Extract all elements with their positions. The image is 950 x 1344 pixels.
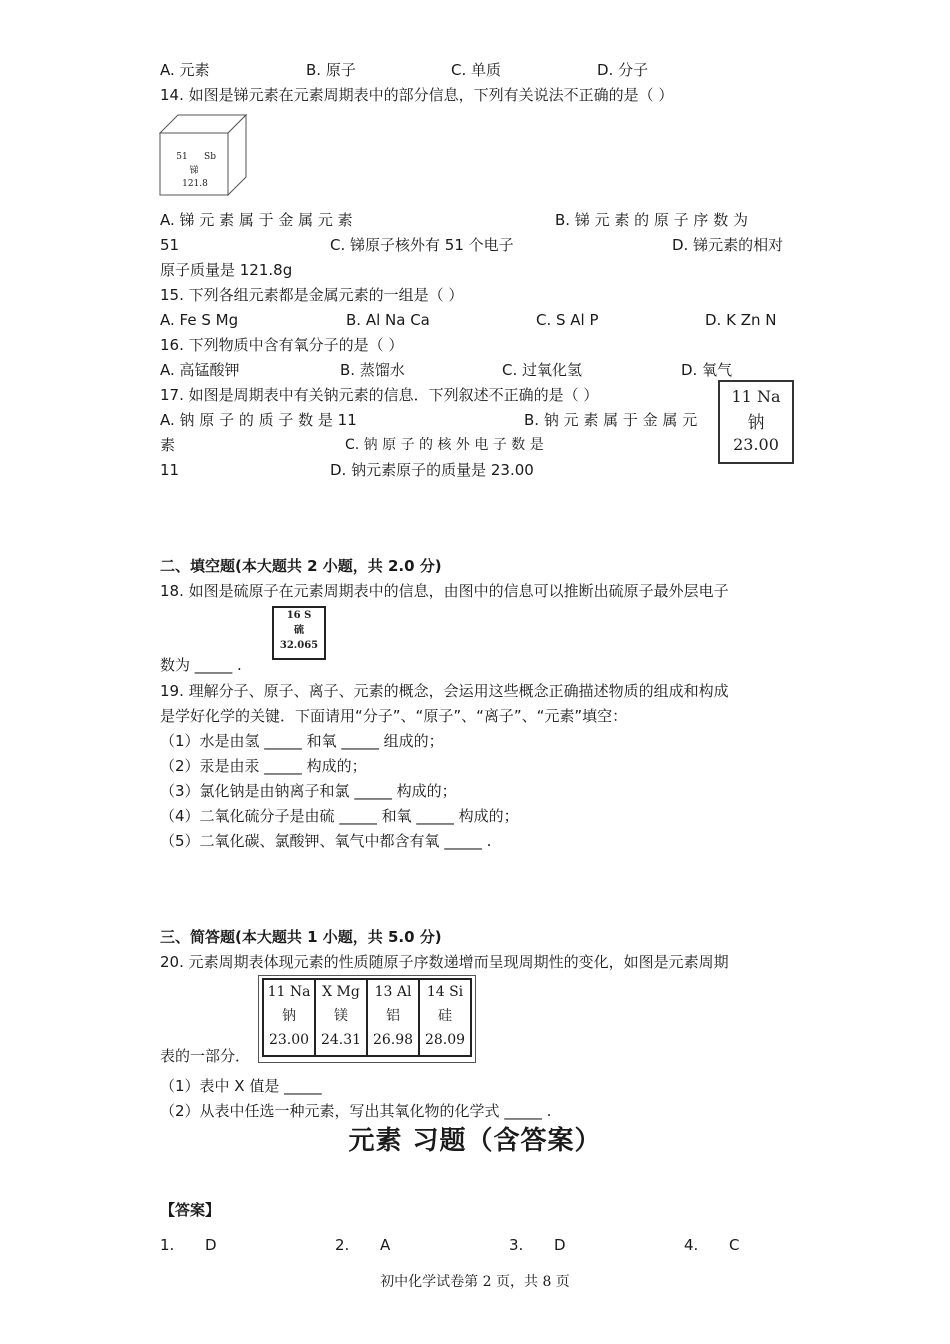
q17-option-d: D. 钠元素原子的质量是 23.00 [330,461,534,479]
sulfur-element-card [268,603,330,663]
answer-value-4: C [729,1236,740,1254]
q17-option-b-cont: 素 [160,436,176,454]
q20-stem: 20. 元素周期表体现元素的性质随原子序数递增而呈现周期性的变化，如图是元素周期 [160,953,729,971]
antimony-symbol: Sb [204,152,216,162]
cell-number-symbol: 14 Si [426,984,464,1000]
q13-option-d: D. 分子 [597,61,649,79]
answer-number-1: 1. [160,1236,175,1254]
q16-stem: 16. 下列物质中含有氧分子的是（ ） [160,336,404,354]
q15-option-c: C. S Al P [536,311,599,329]
q20-item-1: （1）表中 X 值是 _____ [160,1077,322,1095]
periodic-table-fragment [262,978,472,1057]
answer-heading: 【答案】 [160,1201,221,1219]
section-fill-in-heading: 二、填空题(本大题共 2 小题，共 2.0 分) [160,557,442,575]
q19-item-4: （4）二氧化硫分子是由硫 _____ 和氧 _____ 构成的； [160,807,519,825]
cell-number-symbol: 11 Na [267,984,311,1000]
q16-option-d: D. 氧气 [681,361,733,379]
cell-name: 硅 [438,1008,452,1024]
cell-number-symbol: X Mg [322,984,360,1000]
answer-number-2: 2. [335,1236,350,1254]
antimony-number: 51 [176,152,188,162]
sulfur-mass: 32.065 [279,640,319,651]
q17-option-b: B. 钠 元 素 属 于 金 属 元 [524,411,698,429]
cell-mass: 26.98 [372,1032,414,1048]
sodium-number-symbol: 11 Na [731,387,781,406]
q15-stem: 15. 下列各组元素都是金属元素的一组是（ ） [160,286,464,304]
q13-option-a: A. 元素 [160,61,210,79]
q16-option-c: C. 过氧化氢 [502,361,583,379]
answer-value-1: D [205,1236,217,1254]
sodium-element-card [718,380,794,464]
page-footer: 初中化学试卷第 2 页，共 8 页 [380,1274,570,1290]
q14-stem: 14. 如图是锑元素在元素周期表中的部分信息，下列有关说法不正确的是（ ） [160,86,674,104]
q20-item-2: （2）从表中任选一种元素，写出其氧化物的化学式 _____ . [160,1102,552,1120]
q15-option-d: D. K Zn N [705,311,777,329]
answer-value-3: D [554,1236,566,1254]
cell-name: 镁 [334,1008,348,1024]
sulfur-name: 硫 [294,625,304,636]
q14-option-b: B. 锑 元 素 的 原 子 序 数 为 [555,211,748,229]
cell-name: 钠 [282,1008,296,1024]
antimony-element-card [158,113,248,197]
answer-number-4: 4. [684,1236,699,1254]
q19-item-3: （3）氯化钠是由钠离子和氯 _____ 构成的； [160,782,457,800]
q17-option-c-cont: 11 [160,461,180,479]
q16-option-b: B. 蒸馏水 [340,361,405,379]
q13-option-c: C. 单质 [451,61,502,79]
cell-number-symbol: 13 Al [374,984,412,1000]
sodium-mass: 23.00 [733,435,779,454]
q18-stem: 18. 如图是硫原子在元素周期表中的信息，由图中的信息可以推断出硫原子最外层电子 [160,582,729,600]
q14-option-d: D. 锑元素的相对 [672,236,784,254]
q17-option-a: A. 钠 原 子 的 质 子 数 是 11 [160,411,357,429]
section-short-answer-heading: 三、简答题(本大题共 1 小题，共 5.0 分) [160,928,442,946]
q17-stem: 17. 如图是周期表中有关钠元素的信息．下列叙述不正确的是（ ） [160,386,599,404]
q20-stem-tail: 表的一部分． [160,1047,251,1065]
antimony-name: 锑 [189,166,199,176]
q16-option-a: A. 高锰酸钾 [160,361,240,379]
q14-option-c: C. 锑原子核外有 51 个电子 [330,236,514,254]
q14-option-a: A. 锑 元 素 属 于 金 属 元 素 [160,211,353,229]
q17-option-c: C. 钠 原 子 的 核 外 电 子 数 是 [345,437,544,453]
document-title: 元素 习题（含答案） [348,1126,602,1156]
q19-stem-2: 是学好化学的关键．下面请用“分子”、“原子”、“离子”、“元素”填空： [160,707,628,725]
q19-item-1: （1）水是由氢 _____ 和氧 _____ 组成的； [160,732,444,750]
q19-item-2: （2）汞是由汞 _____ 构成的； [160,757,367,775]
table-cell-magnesium [315,979,367,1056]
q14-option-d-cont: 原子质量是 121.8g [160,261,293,279]
antimony-mass: 121.8 [182,179,208,189]
answer-value-2: A [380,1236,391,1254]
cell-mass: 23.00 [268,1032,310,1048]
q19-stem-1: 19. 理解分子、原子、离子、元素的概念，会运用这些概念正确描述物质的组成和构成 [160,682,729,700]
q15-option-a: A. Fe S Mg [160,311,239,329]
cell-name: 铝 [386,1008,400,1024]
cell-mass: 28.09 [424,1032,466,1048]
q13-option-b: B. 原子 [306,61,356,79]
q19-item-5: （5）二氧化碳、氯酸钾、氧气中都含有氧 _____ . [160,832,492,850]
q14-option-b-cont: 51 [160,236,180,254]
answer-number-3: 3. [509,1236,524,1254]
table-cell-silicon [419,979,471,1056]
table-cell-aluminum [367,979,419,1056]
sodium-name: 钠 [747,413,765,433]
q15-option-b: B. Al Na Ca [346,311,430,329]
sulfur-number-symbol: 16 S [286,610,312,621]
cell-mass: 24.31 [320,1032,362,1048]
q18-answer-line: 数为 _____ . [160,656,242,674]
table-cell-sodium [263,979,315,1056]
